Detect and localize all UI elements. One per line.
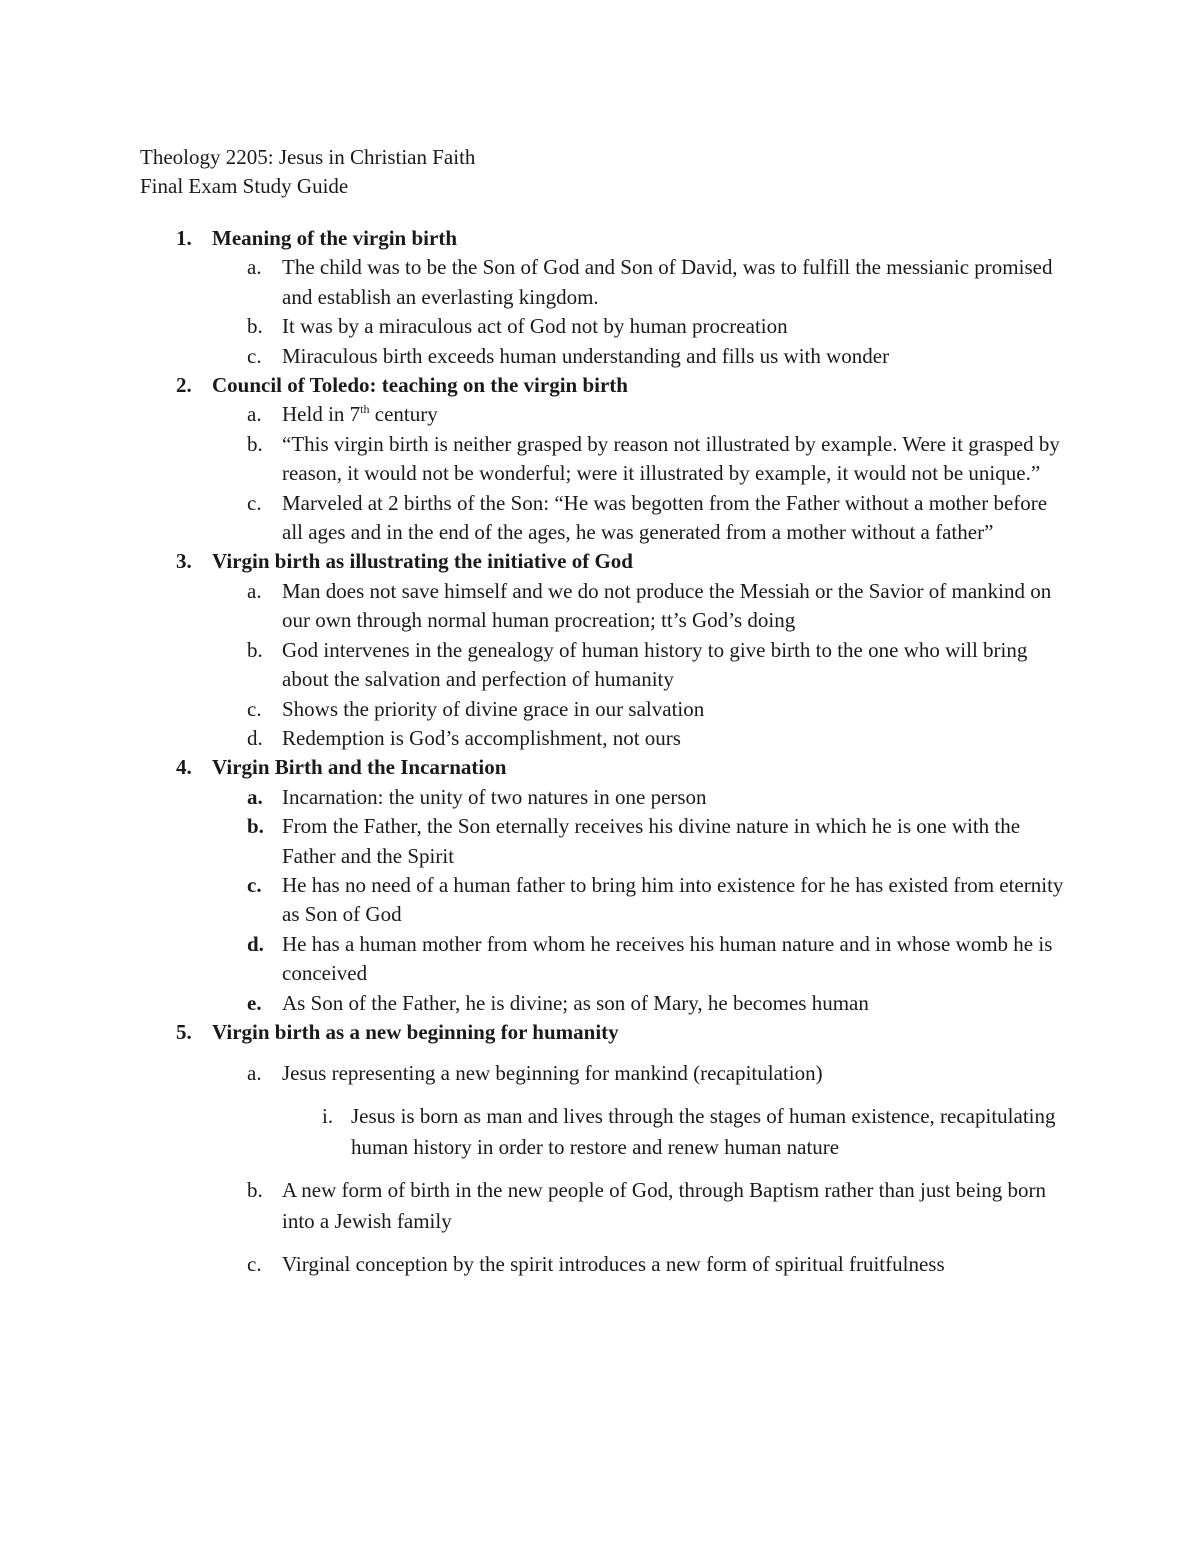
- section-2: [0, 371, 1200, 547]
- list-item: [0, 783, 1072, 812]
- list-item: [0, 577, 1072, 636]
- course-title: Theology 2205: Jesus in Christian Faith: [140, 145, 476, 169]
- section-title: Council of Toledo: teaching on the virgin birth: [212, 373, 628, 398]
- item-text: Redemption is God’s accomplishment, not ours: [282, 725, 681, 750]
- item-letter: c.: [247, 490, 262, 515]
- section-1: [0, 224, 1200, 371]
- item-letter: d.: [247, 725, 263, 750]
- section-title: Meaning of the virgin birth: [212, 226, 457, 250]
- item-text: Incarnation: the unity of two natures in one person: [282, 784, 707, 809]
- item-text: Virginal conception by the spirit introduces a new form of spiritual fruitfulness: [282, 1251, 945, 1276]
- section-4: [0, 753, 1200, 1018]
- item-letter: c.: [247, 1251, 262, 1276]
- list-item: [0, 724, 1072, 753]
- item-letter: b.: [247, 314, 263, 339]
- item-letter: c.: [247, 872, 262, 897]
- item-letter: a.: [247, 578, 262, 603]
- item-text: Jesus representing a new beginning for mankind (recapitulation): [282, 1061, 823, 1086]
- section-number: 5.: [176, 1019, 192, 1044]
- item-text: A new form of birth in the new people of God, through Baptism rather than just being born into a Jewish family: [282, 1177, 1047, 1233]
- sub-item-numeral: i.: [322, 1103, 334, 1128]
- list-item: [0, 1249, 1072, 1280]
- item-text: As Son of the Father, he is divine; as son of Mary, he becomes human: [282, 990, 869, 1015]
- list-item: [0, 1175, 1072, 1237]
- item-letter: a.: [247, 784, 263, 809]
- section-title: Virgin birth as a new beginning for humanity: [212, 1019, 619, 1044]
- item-text-after: century: [369, 402, 438, 427]
- section-title: Virgin birth as illustrating the initiative of God: [212, 549, 633, 574]
- item-text: Miraculous birth exceeds human understanding and fills us with wonder: [282, 343, 890, 368]
- document-header: [140, 143, 475, 201]
- section-number: 2.: [176, 373, 192, 398]
- guide-title: Final Exam Study Guide: [140, 174, 349, 198]
- item-text: The child was to be the Son of God and Son of David, was to fulfill the messianic promised and establish an everlasting kingdom.: [282, 255, 1053, 309]
- item-text: God intervenes in the genealogy of human history to give birth to the one who will bring about the salvation and perfection of humanity: [282, 637, 1028, 692]
- list-item: [0, 400, 1072, 429]
- item-letter: b.: [247, 814, 264, 839]
- section-title: Virgin Birth and the Incarnation: [212, 755, 507, 780]
- item-letter: c.: [247, 343, 262, 368]
- item-text: He has no need of a human father to bring him into existence for he has existed from eternity as Son of God: [282, 872, 1064, 927]
- item-letter: c.: [247, 696, 262, 721]
- list-item: [0, 871, 1072, 930]
- sub-item-text: Jesus is born as man and lives through the stages of human existence, recapitulating human history in order to restore and renew human nature: [351, 1103, 1056, 1159]
- section-5: [0, 1018, 1200, 1280]
- ordinal-suffix: th: [360, 402, 370, 417]
- item-text: From the Father, the Son eternally receives his divine nature in which he is one with the Father and the Spirit: [282, 814, 1021, 868]
- list-item: [0, 430, 1072, 489]
- item-letter: a.: [247, 402, 262, 427]
- list-item: [0, 253, 1072, 312]
- list-item: [0, 812, 1072, 871]
- list-item: [0, 342, 1072, 371]
- item-text-before: Held in 7: [282, 402, 361, 427]
- item-text: Shows the priority of divine grace in our salvation: [282, 696, 705, 721]
- item-text: “This virgin birth is neither grasped by reason not illustrated by example. Were it grasped by reason, it would not be wonderful; were it illustrated by example, it would not be unique.”: [282, 431, 1060, 486]
- item-text: Marveled at 2 births of the Son: “He was begotten from the Father without a mother before all ages and in the end of the ages, he was generated from a mother without a father”: [282, 490, 1048, 545]
- item-letter: a.: [247, 1061, 262, 1086]
- item-letter: d.: [247, 931, 264, 956]
- section-3: [0, 547, 1200, 753]
- list-item: [0, 695, 1072, 724]
- item-letter: e.: [247, 990, 262, 1015]
- item-letter: b.: [247, 1177, 263, 1202]
- list-item: [0, 989, 1072, 1018]
- list-item: [0, 489, 1072, 548]
- item-text: Man does not save himself and we do not produce the Messiah or the Savior of mankind on our own through normal human procreation; tt’s God’s doing: [282, 578, 1052, 633]
- item-text: He has a human mother from whom he receives his human nature and in whose womb he is conceived: [282, 931, 1053, 986]
- study-guide-outline: [0, 224, 1200, 1280]
- item-letter: b.: [247, 637, 263, 662]
- list-item: [0, 1059, 1072, 1088]
- section-number: 4.: [176, 755, 192, 780]
- item-letter: b.: [247, 431, 263, 456]
- item-text: It was by a miraculous act of God not by human procreation: [282, 314, 788, 339]
- item-letter: a.: [247, 255, 262, 280]
- section-number: 3.: [176, 549, 192, 574]
- list-item: [0, 312, 1072, 341]
- sub-list-item: [0, 1101, 1071, 1163]
- list-item: [0, 930, 1072, 989]
- list-item: [0, 636, 1072, 695]
- section-number: 1.: [176, 226, 192, 250]
